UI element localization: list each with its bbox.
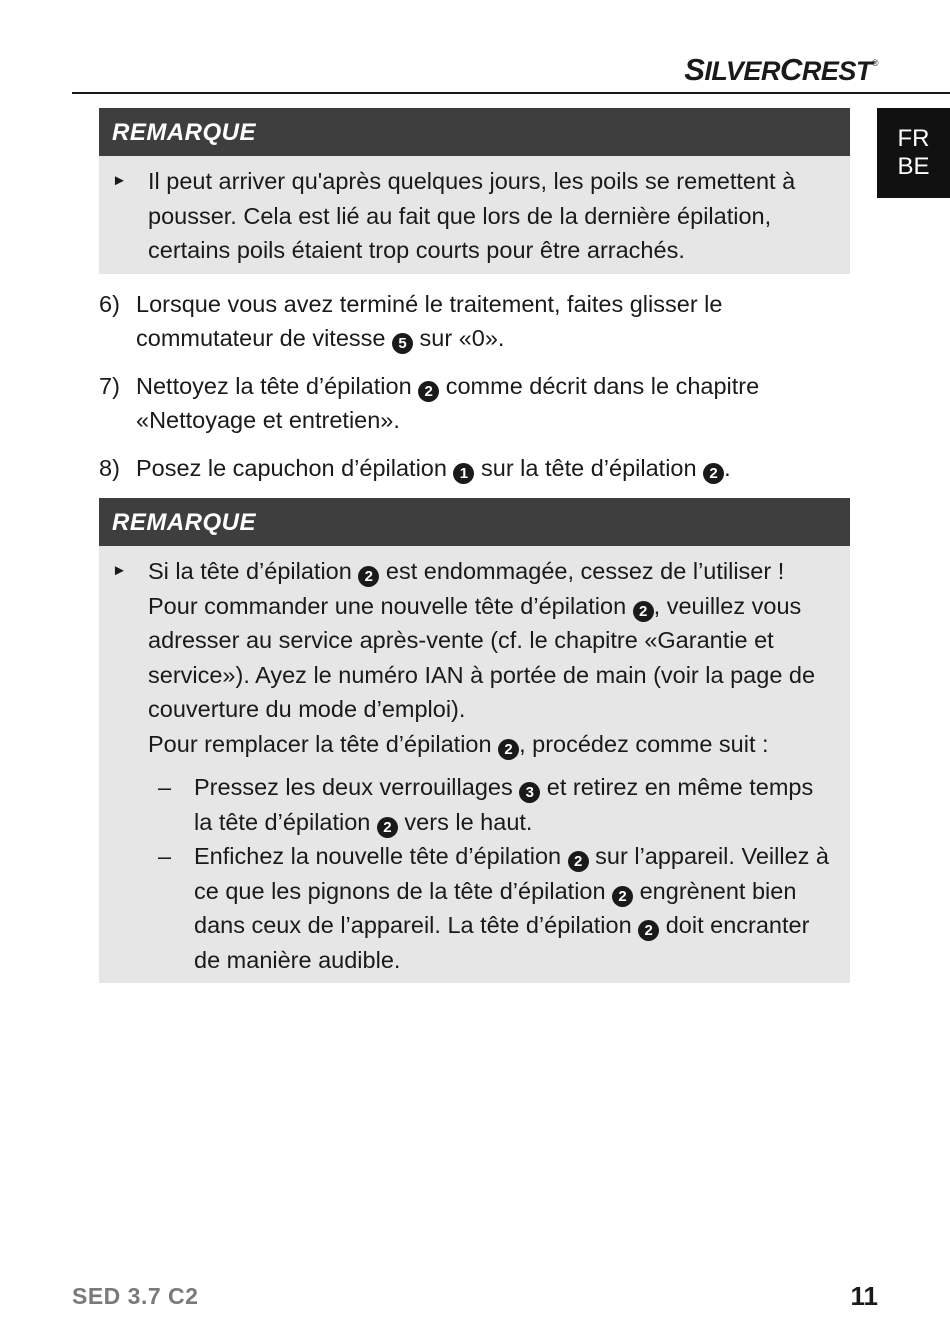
sub-item-text: Pressez les deux verrouillages 3 et retirez en même temps la tête d’épilation 2 vers le haut.: [194, 774, 814, 836]
step-text: Posez le capuchon d’épilation 1 sur la tête d’épilation 2 .: [136, 454, 731, 482]
sub-item-2: [158, 839, 830, 977]
language-code-fr: FR: [897, 125, 930, 152]
part-number-icon: 2: [358, 566, 379, 587]
part-number-icon: 2: [568, 851, 589, 872]
part-number-icon: 2: [612, 886, 633, 907]
note-text: Si la tête d’épilation 2 est endommagée, cessez de l’utiliser ! Pour commander une nouvelle tête d’épilation 2 , veuillez vous adresser au service après-vente (cf. le chapitre «Garantie et service»). Ayez le numéro IAN à portée de main (voir la page de couverture du mode d’emploi). Pour remplacer la tête d’épilation 2 , procédez comme suit :: [148, 558, 816, 758]
triangle-bullet-icon: ►: [112, 562, 127, 579]
step-text: Lorsque vous avez terminé le traitement, faites glisser le commutateur de vitesse 5 sur «0».: [136, 290, 723, 352]
step-7: [99, 369, 850, 438]
note-bullet: [112, 164, 830, 268]
sub-item-text: Enfichez la nouvelle tête d’épilation 2 sur l’appareil. Veillez à ce que les pignons de la tête d’épilation 2 engrènent bien dans ceux de l’appareil. La tête d’épilation 2 doit encranter de manière audible.: [194, 843, 829, 973]
step-number: 8): [99, 454, 120, 481]
step-number: 7): [99, 372, 120, 399]
part-number-icon: 1: [453, 463, 474, 484]
note-title: REMARQUE: [99, 108, 850, 156]
page-content: [99, 108, 850, 983]
sub-item-1: [158, 770, 830, 839]
brand-logo: SILVERCREST®: [684, 52, 878, 87]
note-title: REMARQUE: [99, 498, 850, 546]
note-text: Il peut arriver qu'après quelques jours, les poils se remettent à pousser. Cela est lié au fait que lors de la dernière épilation, certains poils étaient trop courts pour être arrachés.: [148, 168, 796, 263]
part-number-icon: 2: [638, 920, 659, 941]
note-body: [99, 546, 850, 983]
step-6: [99, 287, 850, 356]
dash-bullet: –: [158, 774, 172, 800]
language-code-be: BE: [897, 153, 930, 180]
header-divider: [72, 92, 950, 94]
part-number-icon: 2: [633, 601, 654, 622]
part-number-icon: 5: [392, 333, 413, 354]
language-tab: [877, 108, 950, 198]
note-body: [99, 156, 850, 274]
note-bullet: [112, 554, 830, 761]
page-number: 11: [850, 1281, 878, 1311]
part-number-icon: 2: [377, 817, 398, 838]
model-number: SED 3.7 C2: [72, 1283, 199, 1309]
step-8: [99, 451, 850, 486]
note-box-2: [99, 498, 850, 983]
part-number-icon: 2: [418, 381, 439, 402]
step-number: 6): [99, 290, 120, 317]
part-number-icon: 3: [519, 782, 540, 803]
part-number-icon: 2: [703, 463, 724, 484]
step-text: Nettoyez la tête d’épilation 2 comme décrit dans le chapitre «Nettoyage et entretien».: [136, 372, 760, 433]
part-number-icon: 2: [498, 739, 519, 760]
dash-bullet: –: [158, 843, 172, 869]
note-box-1: [99, 108, 850, 274]
triangle-bullet-icon: ►: [112, 172, 127, 189]
